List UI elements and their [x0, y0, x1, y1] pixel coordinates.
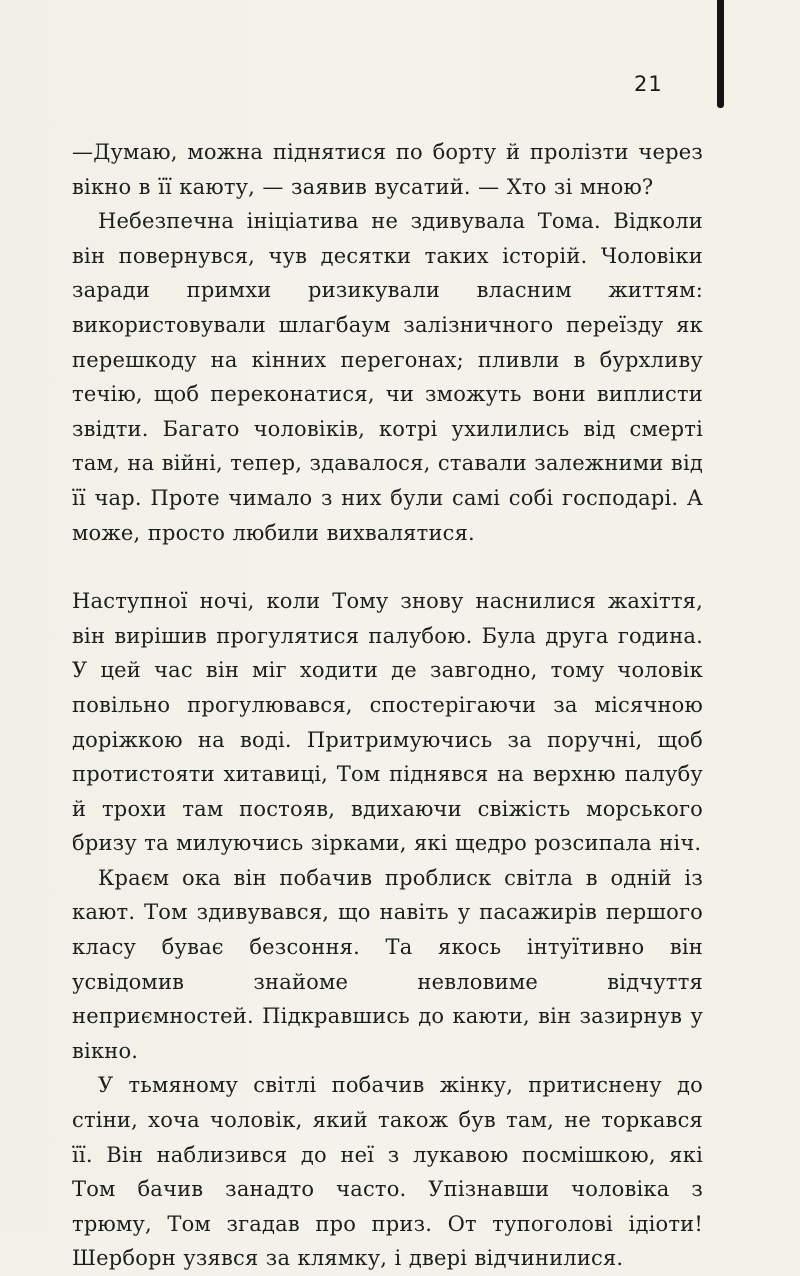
- paragraph-initiative: Небезпечна ініціатива не здивувала Тома. Відколи він повернувся, чув десятки таких історій. Чоловіки заради примхи ризикували власним життям: використовували шлагбаум залізничного переїзду як перешкоду на кінних перегонах; пливли в бурхливу течію, щоб переконатися, чи зможуть вони виплисти звідти. Багато чоловіків, котрі ухилились від смерті там, на війні, тепер, здавалося, ставали залежними від її чар. Проте чимало з них були самі собі господарі. А може, просто любили вихвалятися.: [72, 209, 703, 545]
- body-text: [72, 135, 703, 1276]
- section-break: [72, 550, 703, 584]
- paragraph-dialogue: —Думаю, можна піднятися по борту й пролізти через вікно в її каюту, — заявив вусатий. — Хто зі мною?: [72, 140, 703, 199]
- page-number: 21: [634, 72, 663, 96]
- paragraph-light-glimpse: Краєм ока він побачив проблиск світла в одній із кают. Том здивувався, що навіть у пасажирів першого класу буває безсоння. Та якось інтуїтивно він усвідомив знайоме невловиме відчуття неприємностей. Підкравшись до каюти, він зазирнув у вікно.: [72, 865, 703, 1063]
- paragraph-cabin-scene: У тьмяному світлі побачив жінку, притиснену до стіни, хоча чоловік, який також був там, не торкався її. Він наблизився до неї з лукавою посмішкою, які Том бачив занадто часто. Упізнавши чоловіка з трюму, Том згадав про приз. От тупоголові ідіоти! Шерборн узявся за клямку, і двері відчинилися.: [72, 1073, 703, 1271]
- binding-edge: [717, 0, 724, 108]
- paragraph-night-walk: Наступної ночі, коли Тому знову наснилися жахіття, він вирішив прогулятися палубою. Була друга година. У цей час він міг ходити де завгодно, тому чоловік повільно прогулювався, спостерігаючи за місячною доріжкою на воді. Притримуючись за поручні, щоб протистояти хитавиці, Том піднявся на верхню палубу й трохи там постояв, вдихаючи свіжість морського бризу та милуючись зірками, які щедро розсипала ніч.: [72, 589, 703, 856]
